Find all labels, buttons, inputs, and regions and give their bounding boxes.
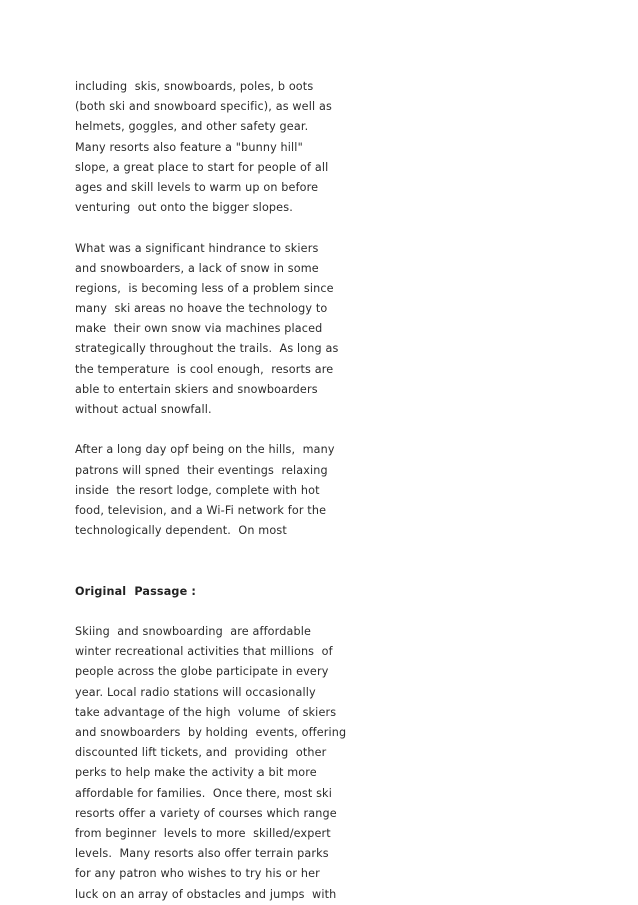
text-line: the temperature is cool enough, resorts are bbox=[75, 362, 334, 376]
text-line: Skiing and snowboarding are affordable bbox=[75, 625, 312, 639]
text-line: inside the resort lodge, complete with hot bbox=[75, 483, 320, 497]
paragraph-equipment bbox=[75, 77, 332, 218]
text-line: patrons will spned their eventings relaxing bbox=[75, 463, 328, 477]
paragraph-snowmaking bbox=[75, 239, 339, 421]
text-line: including skis, snowboards, poles, b oots bbox=[75, 80, 314, 93]
text-line: resorts offer a variety of courses which range bbox=[75, 806, 337, 820]
text-line: year. Local radio stations will occasionally bbox=[75, 685, 316, 699]
text-line: make their own snow via machines placed bbox=[75, 322, 323, 336]
text-line: (both ski and snowboard specific), as well as bbox=[75, 100, 332, 114]
text-line: discounted lift tickets, and providing other bbox=[75, 746, 327, 760]
text-line: Many resorts also feature a "bunny hill" bbox=[75, 140, 303, 154]
text-line: regions, is becoming less of a problem since bbox=[75, 281, 334, 295]
text-line: without actual snowfall. bbox=[75, 403, 212, 416]
paragraph-spacer bbox=[75, 562, 325, 582]
text-line: and snowboarders by holding events, offering bbox=[75, 726, 347, 739]
text-line: for any patron who wishes to try his or her bbox=[75, 867, 320, 881]
paragraph-spacer bbox=[75, 602, 325, 622]
text-line: people across the globe participate in every bbox=[75, 665, 329, 679]
text-line: many ski areas no hoave the technology to bbox=[75, 302, 328, 316]
text-line: food, television, and a Wi-Fi network for the bbox=[75, 503, 327, 517]
paragraph-spacer bbox=[75, 218, 325, 238]
text-line: slope, a great place to start for people of all bbox=[75, 160, 329, 174]
text-line: affordable for families. Once there, most ski bbox=[75, 786, 332, 800]
text-line: able to entertain skiers and snowboarders bbox=[75, 382, 318, 396]
text-line: levels. Many resorts also offer terrain parks bbox=[75, 847, 329, 861]
paragraph-spacer bbox=[75, 541, 325, 561]
text-line: luck on an array of obstacles and jumps with bbox=[75, 887, 337, 901]
text-line: perks to help make the activity a bit more bbox=[75, 766, 317, 780]
text-line: take advantage of the high volume of skiers bbox=[75, 705, 337, 719]
paragraph-spacer bbox=[75, 420, 325, 440]
paragraph-original-passage bbox=[75, 622, 347, 905]
text-line: and snowboarders, a lack of snow in some bbox=[75, 261, 319, 275]
text-line: strategically throughout the trails. As long as bbox=[75, 342, 339, 356]
text-line: winter recreational activities that millions of bbox=[75, 645, 333, 659]
section-heading: Original Passage : bbox=[75, 584, 196, 598]
text-line: from beginner levels to more skilled/expert bbox=[75, 826, 331, 840]
document-body bbox=[75, 77, 347, 905]
text-line: After a long day opf being on the hills, many bbox=[75, 443, 335, 457]
text-line: What was a significant hindrance to skiers bbox=[75, 241, 319, 255]
text-line: ages and skill levels to warm up on before bbox=[75, 180, 319, 194]
paragraph-lodge bbox=[75, 440, 335, 541]
text-line: helmets, goggles, and other safety gear. bbox=[75, 120, 309, 134]
text-line: technologically dependent. On most bbox=[75, 524, 287, 538]
text-line: venturing out onto the bigger slopes. bbox=[75, 201, 293, 215]
